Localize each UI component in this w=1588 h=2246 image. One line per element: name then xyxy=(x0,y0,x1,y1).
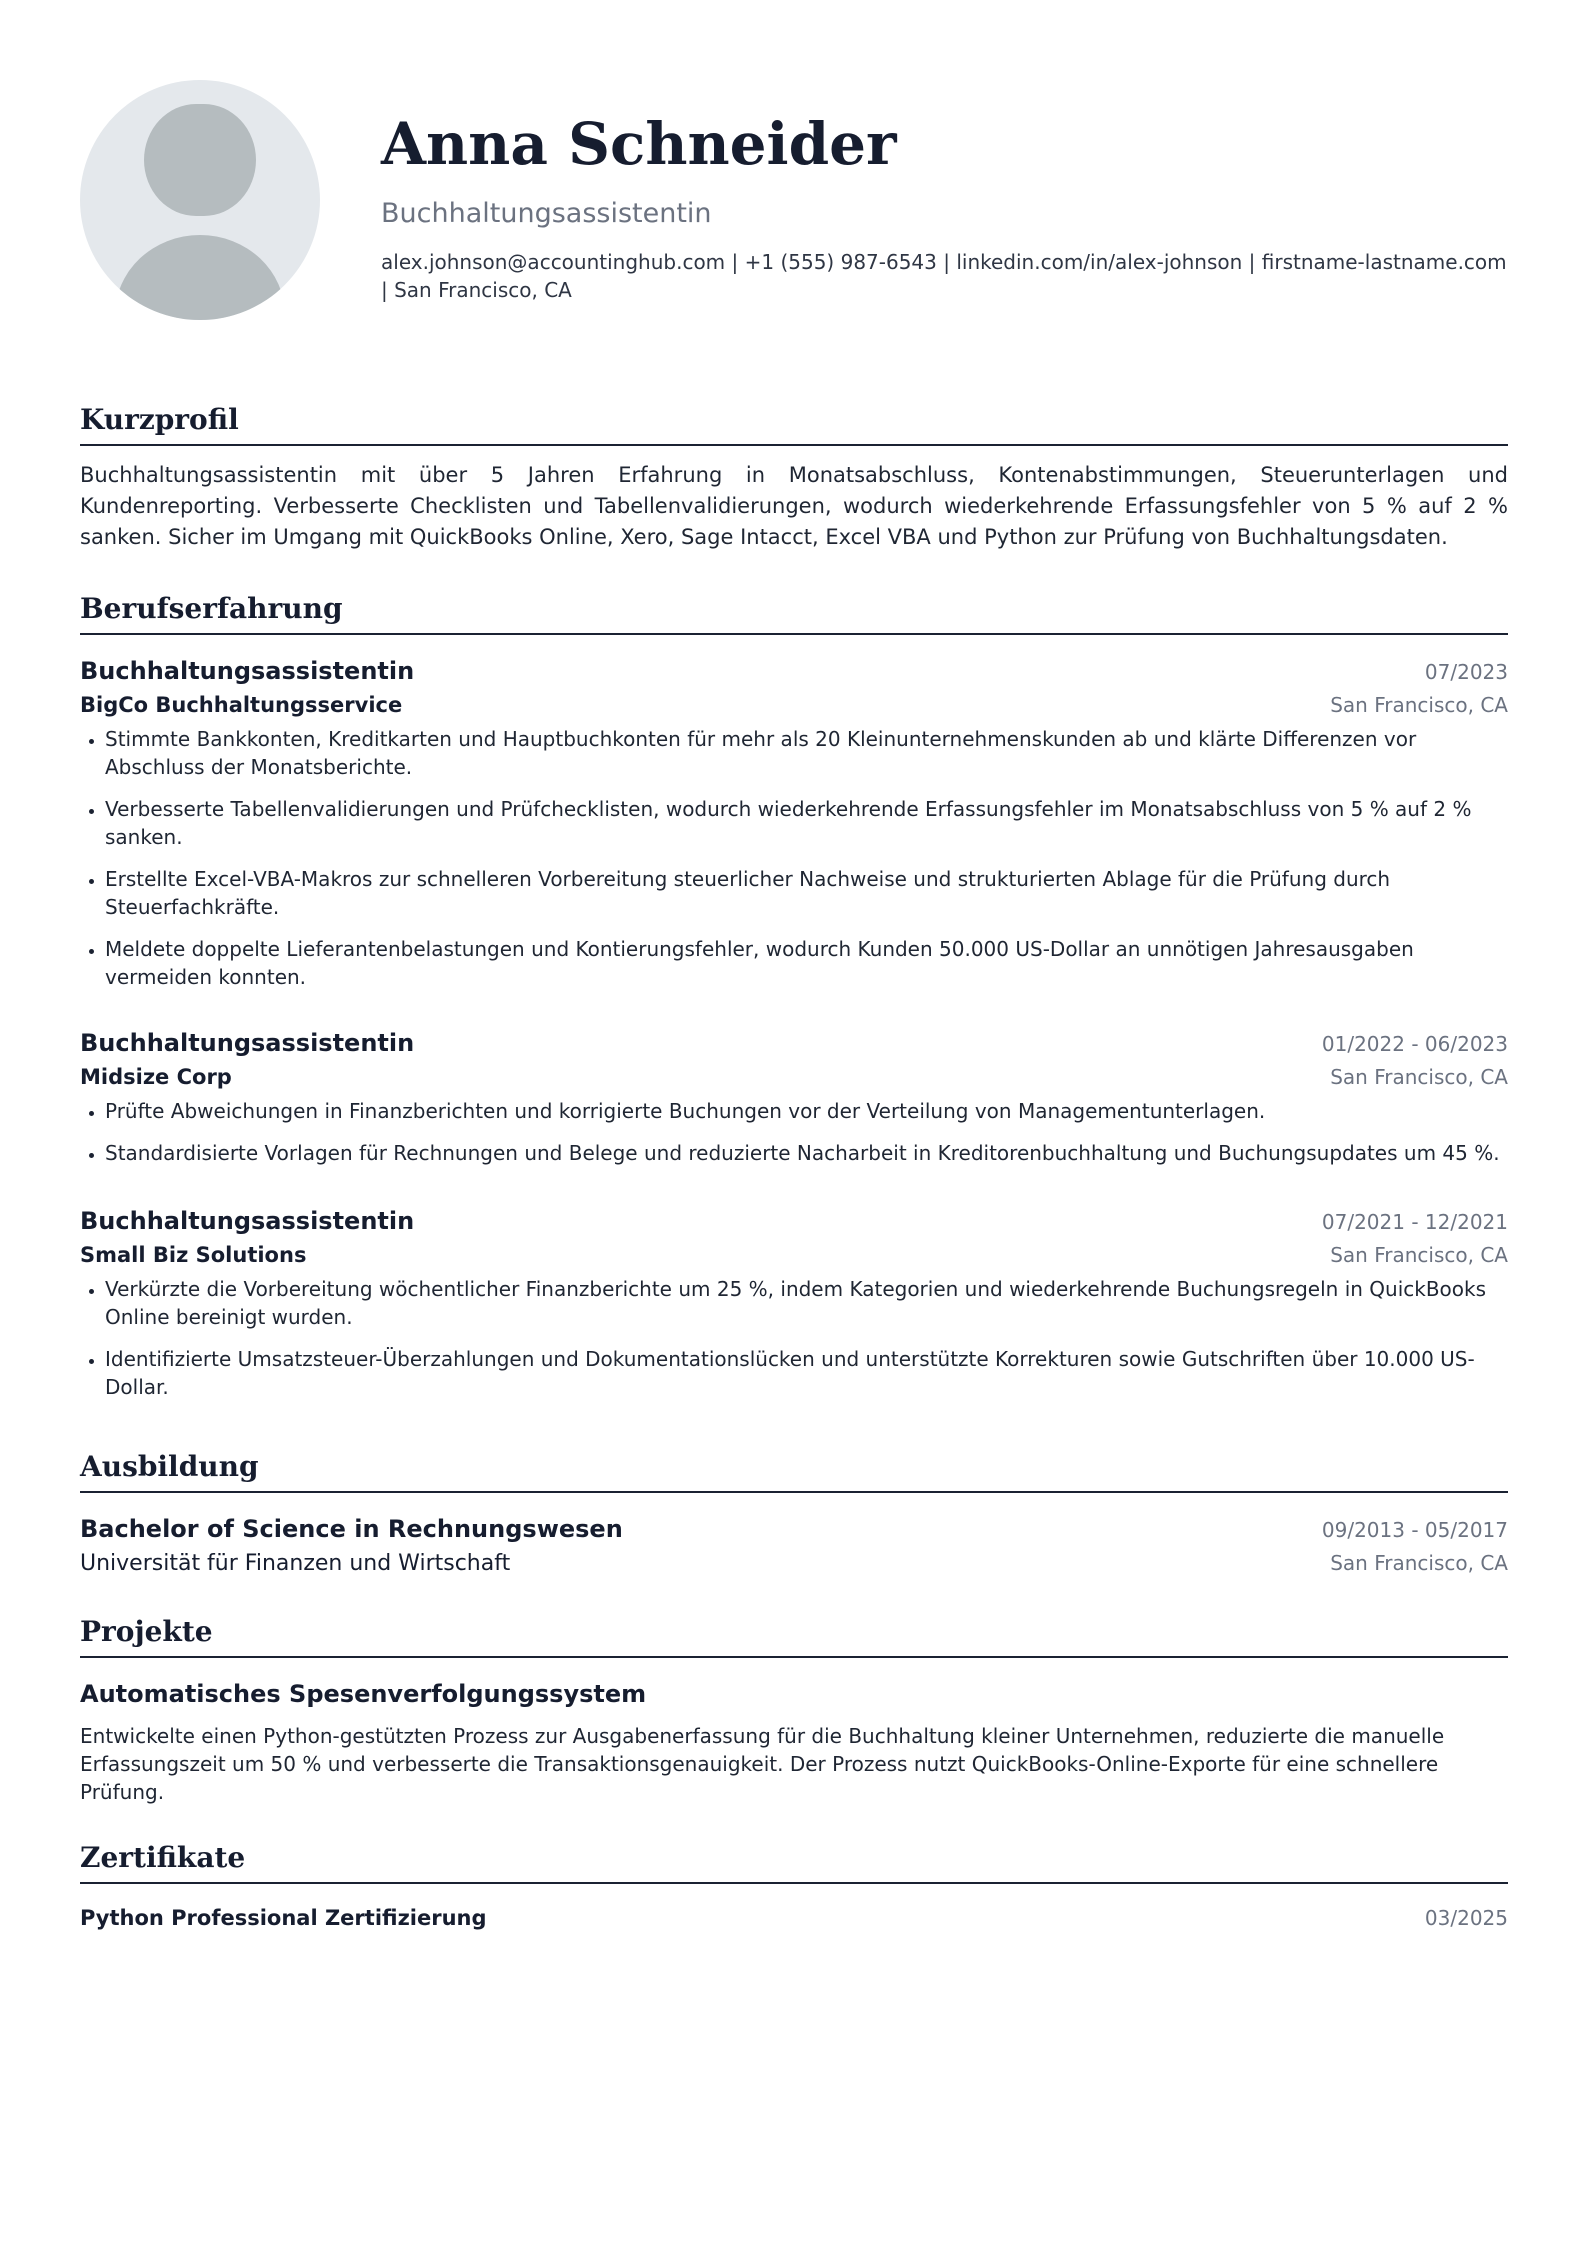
projects-section xyxy=(80,1614,1508,1806)
certificate-name: Python Professional Zertifizierung xyxy=(80,1906,487,1930)
education-location: San Francisco, CA xyxy=(1330,1551,1508,1575)
school-name: Universität für Finanzen und Wirtschaft xyxy=(80,1551,511,1576)
job-bullet: Standardisierte Vorlagen für Rechnungen und Belege und reduzierte Nacharbeit in Kreditorenbuchhaltung und Buchungsupdates um 45 %. xyxy=(80,1139,1508,1167)
job-company: Small Biz Solutions xyxy=(80,1243,307,1267)
section-heading-projects: Projekte xyxy=(80,1614,1508,1658)
certificate-date: 03/2025 xyxy=(1424,1906,1508,1930)
job-bullets xyxy=(80,1097,1508,1167)
job-location: San Francisco, CA xyxy=(1330,693,1508,717)
job-entry xyxy=(80,1025,1508,1167)
job-company: BigCo Buchhaltungsservice xyxy=(80,693,403,717)
contact-line: alex.johnson@accountinghub.com | +1 (555) 987-6543 | linkedin.com/in/alex-johnson | firstname-lastname.com | San Francisco, CA xyxy=(381,250,1507,302)
job-location: San Francisco, CA xyxy=(1330,1243,1508,1267)
certificates-section xyxy=(80,1840,1508,1934)
education-section xyxy=(80,1449,1508,1580)
job-entry xyxy=(80,1203,1508,1401)
experience-section xyxy=(80,591,1508,1401)
job-bullet: Erstellte Excel-VBA-Makros zur schnelleren Vorbereitung steuerlicher Nachweise und strukturierten Ablage für die Prüfung durch Steuerfachkräfte. xyxy=(80,865,1508,921)
candidate-name: Anna Schneider xyxy=(381,110,897,178)
project-title: Automatisches Spesenverfolgungssystem xyxy=(80,1680,647,1708)
job-date: 07/2023 xyxy=(1424,660,1508,684)
job-company: Midsize Corp xyxy=(80,1065,232,1089)
job-bullet: Stimmte Bankkonten, Kreditkarten und Hauptbuchkonten für mehr als 20 Kleinunternehmenskunden ab und klärte Differenzen vor Abschluss der Monatsberichte. xyxy=(80,725,1508,781)
section-heading-certificates: Zertifikate xyxy=(80,1840,1508,1884)
section-heading-experience: Berufserfahrung xyxy=(80,591,1508,635)
job-bullet: Verkürzte die Vorbereitung wöchentlicher Finanzberichte um 25 %, indem Kategorien und wiederkehrende Buchungsregeln in QuickBooks Online bereinigt wurden. xyxy=(80,1275,1508,1331)
job-title: Buchhaltungsassistentin xyxy=(80,657,415,685)
job-entry xyxy=(80,653,1508,991)
person-silhouette-icon xyxy=(80,80,320,320)
resume-header xyxy=(80,0,1508,380)
job-bullet: Meldete doppelte Lieferantenbelastungen und Kontierungsfehler, wodurch Kunden 50.000 US-Dollar an unnötigen Jahresausgaben vermeiden konnten. xyxy=(80,935,1508,991)
avatar xyxy=(80,80,320,320)
job-bullets xyxy=(80,1275,1508,1401)
header-text xyxy=(381,104,1508,304)
job-bullet: Prüfte Abweichungen in Finanzberichten und korrigierte Buchungen vor der Verteilung von Managementunterlagen. xyxy=(80,1097,1508,1125)
job-bullets xyxy=(80,725,1508,991)
job-bullet: Identifizierte Umsatzsteuer-Überzahlungen und Dokumentationslücken und unterstützte Korrekturen sowie Gutschriften über 10.000 US-Dollar. xyxy=(80,1345,1508,1401)
degree-title: Bachelor of Science in Rechnungswesen xyxy=(80,1515,623,1543)
job-location: San Francisco, CA xyxy=(1330,1065,1508,1089)
education-entry xyxy=(80,1511,1508,1580)
candidate-title: Buchhaltungsassistentin xyxy=(381,198,712,229)
job-date: 07/2021 - 12/2021 xyxy=(1321,1210,1508,1234)
job-date: 01/2022 - 06/2023 xyxy=(1321,1032,1508,1056)
project-entry xyxy=(80,1676,1508,1806)
project-description: Entwickelte einen Python-gestützten Prozess zur Ausgabenerfassung für die Buchhaltung kleiner Unternehmen, reduzierte die manuelle Erfassungszeit um 50 % und verbesserte die Transaktionsgenauigkeit. Der Prozess nutzt QuickBooks-Online-Exporte für eine schnellere Prüfung. xyxy=(80,1724,1445,1804)
education-date: 09/2013 - 05/2017 xyxy=(1321,1518,1508,1542)
job-title: Buchhaltungsassistentin xyxy=(80,1029,415,1057)
section-heading-summary: Kurzprofil xyxy=(80,402,1508,446)
summary-section xyxy=(80,402,1508,553)
summary-text: Buchhaltungsassistentin mit über 5 Jahren Erfahrung in Monatsabschluss, Kontenabstimmungen, Steuerunterlagen und Kundenreporting. Verbesserte Checklisten und Tabellenvalidierungen, wodurch wiederkehrende Erfassungsfehler von 5 % auf 2 % sanken. Sicher im Umgang mit QuickBooks Online, Xero, Sage Intacct, Excel VBA und Python zur Prüfung von Buchhaltungsdaten. xyxy=(80,463,1508,549)
job-bullet: Verbesserte Tabellenvalidierungen und Prüfchecklisten, wodurch wiederkehrende Erfassungsfehler im Monatsabschluss von 5 % auf 2 % sanken. xyxy=(80,795,1508,851)
section-heading-education: Ausbildung xyxy=(80,1449,1508,1493)
certificate-entry xyxy=(80,1902,1508,1934)
job-title: Buchhaltungsassistentin xyxy=(80,1207,415,1235)
